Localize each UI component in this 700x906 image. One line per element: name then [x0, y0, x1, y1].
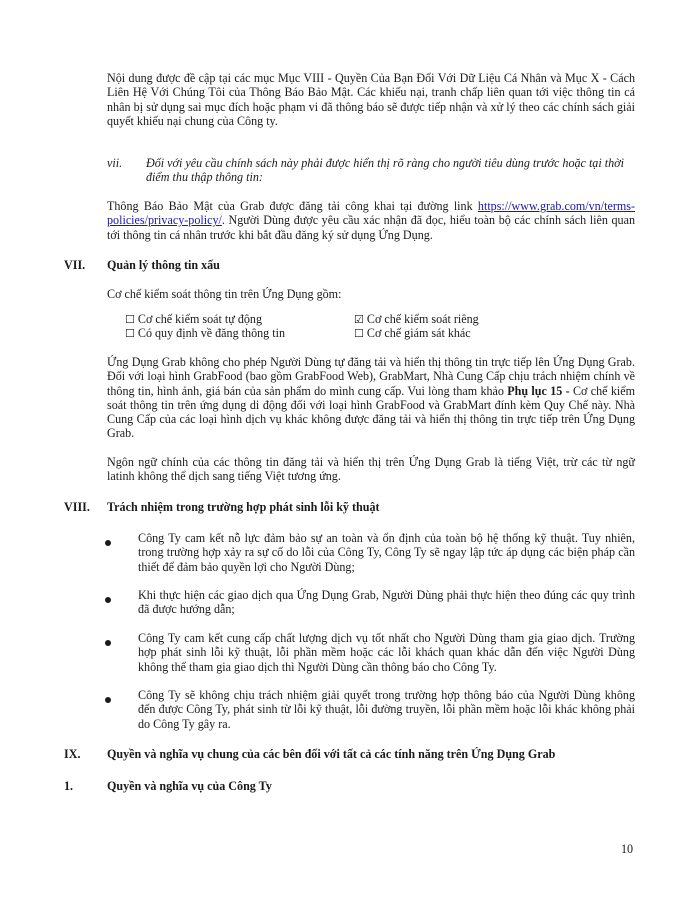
privacy-text-after-link: . Người Dùng được yêu cầu xác nhận đã đọc, hiểu toàn bộ các chính sách liên quan tới thông tin cá nhân trước khi bắt đầu đăng ký sử dụng Ứng Dụng. — [107, 213, 635, 242]
section-vii-paragraph-2: Ngôn ngữ chính của các thông tin đăng tải và hiển thị trên Ứng Dụng Grab là tiếng Việt, trừ các từ ngữ latinh không thể dịch sang tiếng Việt tương ứng. — [107, 455, 635, 484]
page-number: 10 — [621, 842, 634, 856]
checked-box-icon: ☑ — [354, 313, 364, 326]
list-item-vii-text: Đối với yêu cầu chính sách này phải được hiển thị rõ ràng cho người tiêu dùng trước hoặc tại thời điểm thu thập thông tin: — [146, 156, 624, 185]
privacy-text-before-link: Thông Báo Bảo Mật của Grab được đăng tải công khai tại đường link — [107, 199, 478, 213]
paragraph-text: Ứng Dụng Grab không cho phép Người Dùng tự đăng tải và hiển thị thông tin trực tiếp lên Ứng Dụng Grab. Đối với loại hình GrabFood (bao gồm GrabFood Web), GrabMart, Nhà Cung Cấp chịu trách nhiệm chính về thông tin, hình ảnh, giá bán của sản phẩm do mình cung cấp. Vui lòng tham khảo — [107, 355, 635, 398]
section-ix-number: IX. — [64, 747, 81, 761]
section-vii-title: Quản lý thông tin xấu — [107, 258, 220, 272]
checkbox-label: Cơ chế kiểm soát tự động — [137, 312, 263, 326]
list-marker-vii: vii. — [107, 156, 123, 170]
section-1-title: Quyền và nghĩa vụ của Công Ty — [107, 779, 272, 793]
section-viii-number: VIII. — [64, 500, 90, 514]
section-vii-number: VII. — [64, 258, 86, 272]
section-vii-intro: Cơ chế kiểm soát thông tin trên Ứng Dụng gồm: — [107, 287, 342, 301]
checkbox-posting-rules[interactable] — [125, 326, 285, 341]
list-item: Công Ty cam kết cung cấp chất lượng dịch vụ tốt nhất cho Người Dùng tham gia giao dịch. Trường hợp phát sinh lỗi kỹ thuật, lỗi phần mềm hoặc các lỗi khách quan khác dẫn đến việc Người Dùng không thể tham gia giao dịch thì Người Dùng cần thông báo cho Công Ty. — [138, 631, 635, 674]
checkbox-other-monitoring[interactable] — [354, 326, 471, 341]
section-viii-title: Trách nhiệm trong trường hợp phát sinh lỗi kỹ thuật — [107, 500, 380, 514]
bullet-icon — [105, 697, 111, 703]
privacy-policy-link[interactable]: https://www.grab.com/vn/terms-policies/privacy-policy/ — [107, 199, 635, 228]
list-item: Khi thực hiện các giao dịch qua Ứng Dụng Grab, Người Dùng phải thực hiện theo đúng các quy trình đã được hướng dẫn; — [138, 588, 635, 617]
appendix-reference: Phụ lục 15 - — [507, 383, 570, 398]
checkbox-label: Cơ chế giám sát khác — [366, 326, 471, 340]
list-item: Công Ty sẽ không chịu trách nhiệm giải quyết trong trường hợp thông báo của Người Dùng không đến được Công Ty, phát sinh từ lỗi kỹ thuật, lỗi đường truyền, lỗi phần mềm hoặc lỗi khác không phải do Công Ty gây ra. — [138, 688, 635, 731]
paragraph-text: Cơ chế kiểm soát thông tin trên ứng dụng di động đối với loại hình GrabFood và GrabMart đính kèm Quy Chế này. Nhà Cung Cấp của các loại hình dịch vụ khác không được đăng tải và hiển thị thông tin trực tiếp trên Ứng Dụng Grab. — [107, 383, 635, 441]
bullet-icon — [105, 640, 111, 646]
unchecked-box-icon: ☐ — [125, 327, 135, 340]
section-vii-paragraph-1 — [107, 355, 635, 441]
checkbox-auto-control[interactable] — [125, 312, 262, 327]
intro-paragraph: Nội dung được đề cập tại các mục Mục VIII - Quyền Của Bạn Đối Với Dữ Liệu Cá Nhân và Mục X - Cách Liên Hệ Với Chúng Tôi của Thông Báo Bảo Mật. Các khiếu nại, tranh chấp liên quan tới việc thông tin cá nhân bị sử dụng sai mục đích hoặc phạm vi đã thông báo sẽ được tiếp nhận và xử lý theo các chính sách giải quyết khiếu nại chung của Công ty. — [107, 71, 635, 128]
section-ix-title: Quyền và nghĩa vụ chung của các bên đối với tất cả các tính năng trên Ứng Dụng Grab — [107, 747, 556, 761]
list-item: Công Ty cam kết nỗ lực đảm bảo sự an toàn và ổn định của toàn bộ hệ thống kỹ thuật. Tuy nhiên, trong trường hợp xảy ra sự cố do lỗi của Công Ty, Công Ty sẽ ngay lập tức áp dụng các biện pháp cần thiết để đảm bảo quyền lợi cho Người Dùng; — [138, 531, 635, 574]
checkbox-label: Có quy định về đăng thông tin — [137, 326, 286, 340]
bullet-icon — [105, 540, 111, 546]
privacy-paragraph — [107, 199, 635, 242]
unchecked-box-icon: ☐ — [354, 327, 364, 340]
bullet-icon — [105, 597, 111, 603]
checkbox-label: Cơ chế kiểm soát riêng — [366, 312, 479, 326]
checkbox-own-control[interactable] — [354, 312, 479, 327]
unchecked-box-icon: ☐ — [125, 313, 135, 326]
section-1-number: 1. — [64, 779, 74, 793]
